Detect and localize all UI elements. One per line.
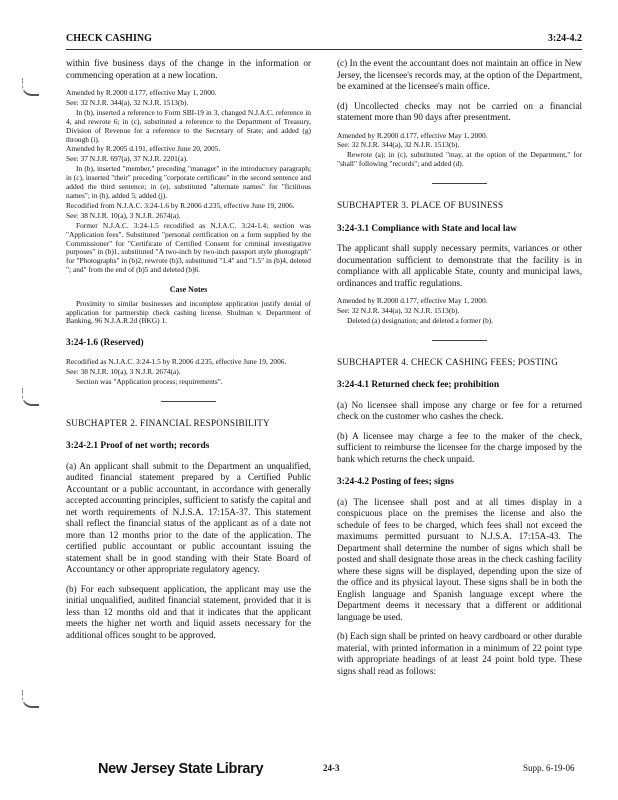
case-notes-heading: Case Notes [169,285,208,295]
history-line: Amended by R.2000 d.177, effective May 1, 2000. [66,88,217,97]
history-line: Recodified as N.J.A.C. 3:24-1.5 by R.2006 d.235, effective June 19, 2006. [66,356,287,366]
history-line: Rewrote (a); in (c), substituted "may, at the option of the Department," for "shall" following "records"; and added (d). [337,150,582,169]
punch-hole-mark-icon [22,78,39,96]
history-line: See: 37 N.J.R. 697(a), 37 N.J.R. 2201(a). [66,154,188,164]
punch-hole-mark-icon [22,388,39,406]
left-column [66,58,311,649]
divider [161,401,216,402]
history-line: See: 38 N.J.R. 10(a), 3 N.J.R. 2674(a). [66,210,181,220]
running-header [66,33,582,50]
punch-hole-mark-icon [22,690,39,708]
paragraph: (c) In the event the accountant does not maintain an office in New Jersey, the licensee's records may, at the option of the Department, be examined at the licensee's main office. [337,58,582,91]
header-title: CHECK CASHING [66,33,152,44]
subchapter-heading-4: SUBCHAPTER 4. CHECK CASHING FEES; POSTING [337,356,559,367]
subchapter-heading-3: SUBCHAPTER 3. PLACE OF BUSINESS [337,200,504,211]
section-heading-4-1: 3:24-4.1 Returned check fee; prohibition [337,380,500,391]
case-note: Proximity to similar businesses and incomplete application justify denial of application for partnership check cashing license. Shulman v. Department of Banking, 96 N.J.A.R.2d (BKG) 1. [66,298,311,326]
section-heading-1-6: 3:24-1.6 (Reserved) [66,338,144,349]
history-line: See: 32 N.J.R. 344(a), 32 N.J.R. 1513(b). [66,97,189,107]
paragraph: (b) For each subsequent application, the applicant may use the initial unqualified, audited financial statement, provided that it is less than 12 months old and that it indicates that the applicant meets the higher net worth and liquid assets necessary for the additional offices sought to be approved. [66,583,311,640]
history-line: Deleted (a) designation; and deleted a former (b). [347,315,494,325]
section-heading-3-1: 3:24-3.1 Compliance with State and local law [337,223,517,234]
history-line: See: 32 N.J.R. 344(a), 32 N.J.R. 1513(b). [337,306,460,316]
history-line: In (b), inserted "member," preceding "manager" in the introductory paragraph; in (c), inserted "their" preceding "corporate certificate" in the second sentence and added the third sentence; in (e), substituted "alternate names" for "fictitious names"; in (h), added 5; added (j). [66,164,311,200]
history-line: See: 32 N.J.R. 344(a), 32 N.J.R. 1513(b). [337,140,460,150]
section-heading-4-2: 3:24-4.2 Posting of fees; signs [337,477,454,488]
paragraph: (a) No licensee shall impose any charge or fee for a returned check on the customer who cashes the check. [337,399,582,422]
history-note [66,89,311,275]
supplement-date: Supp. 6-19-06 [523,763,575,773]
paragraph: (d) Uncollected checks may not be carried on a financial statement more than 90 days after presentment. [337,100,582,122]
paragraph: (b) Each sign shall be printed on heavy cardboard or other durable material, with printed information in a minimum of 22 point type with appropriate headings of at least 24 point bold type. These signs shall read as follows: [337,631,582,676]
page-number: 24-3 [323,763,340,773]
history-line: Amended by R.2000 d.177, effective May 1, 2000. [337,296,488,306]
divider [432,183,487,184]
history-line: Recodified from N.J.A.C. 3:24-1.6 by R.2006 d.235, effective June 19, 2006. [66,200,295,210]
history-line: In (b), inserted a reference to Form SBI-19 in 3, changed N.J.A.C. reference in 4, and rewrote 6; in (c), substituted a reference to the Department of Treasury, Division of Revenue for a reference to the Secretary of State; and added (g) through (i). [66,107,311,144]
divider [432,340,487,341]
paragraph: The applicant shall supply necessary permits, variances or other documentation sufficient to demonstrate that the facility is in compliance with all applicable State, county and municipal laws, ordinances and traffic regulations. [337,243,582,288]
history-line: Former N.J.A.C. 3:24-1.5 recodified as N.J.A.C. 3:24-1.4; section was "Application fees". Substituted "personal certification on a form supplied by the Commissioner" for "Certificate of Certified Consent for criminal investigative purposes" in (b)1, substituted "A two-inch by two-inch passport style photograph" for "Photographs" in (b)2, rewrote (b)3, substituted "1.4" and "1.5" in (b)4, deleted "; and" from the end of (b)5 and deleted (b)6. [66,220,311,275]
paragraph: (a) An applicant shall submit to the Department an unqualified, audited financial statement prepared by a Certified Public Accountant or a public accountant, in accordance with generally accepted accounting principles, sufficient to satisfy the capital and net worth requirements of N.J.S.A. 17:15A-37. This statement shall reflect the financial status of the applicant as of a date not more than 12 months prior to the date of the application. The certified public accountant or public accountant issuing the statement shall be in good standing with their State Board of Accountancy or other appropriate regulatory agency. [66,460,311,575]
section-heading-2-1: 3:24-2.1 Proof of net worth; records [66,441,210,452]
header-section: 3:24-4.2 [547,33,582,44]
library-stamp: New Jersey State Library [98,761,264,777]
paragraph: (b) A licensee may charge a fee to the maker of the check, sufficient to reimburse the licensee for the charge imposed by the bank which returns the check unpaid. [337,430,582,464]
history-line: See: 38 N.J.R. 10(a), 3 N.J.R. 2674(a). [66,366,181,376]
paragraph: (a) The licensee shall post and at all times display in a conspicuous place on the premises the license and also the schedule of fees to be charged, which fees shall not exceed the maximums permitted pursuant to N.J.S.A. 17:15A-43. The Department shall determine the number of signs which shall be posted and shall designate those areas in the check cashing facility where these signs will be displayed, depending upon the size of the office and its physical layout. These signs shall be in both the English language and Spanish language except where the Department deems it necessary that a different or additional language be used. [337,496,582,622]
right-column [337,58,582,685]
history-line: Section was "Application process; requirements". [76,376,223,386]
subchapter-heading-2: SUBCHAPTER 2. FINANCIAL RESPONSIBILITY [66,417,270,428]
paragraph: within five business days of the change in the information or commencing operation at a new location. [66,58,311,80]
history-line: Amended by R.2005 d.191, effective June 20, 2005. [66,144,221,154]
history-line: Amended by R.2000 d.177, effective May 1, 2000. [337,130,488,140]
